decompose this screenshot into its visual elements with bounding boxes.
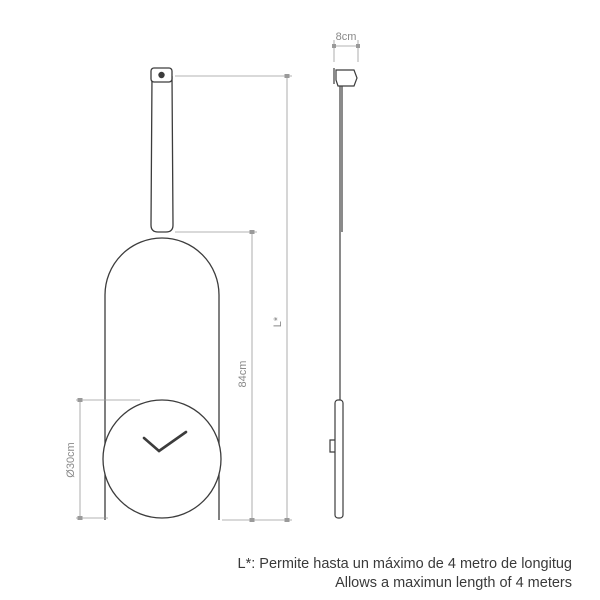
- clock-face: [103, 400, 221, 518]
- caption-english: Allows a maximun length of 4 meters: [335, 575, 572, 591]
- side-clock-body: [335, 400, 343, 518]
- front-view: [103, 68, 221, 520]
- wall-hook: [151, 68, 172, 82]
- side-dimensions: [334, 40, 358, 62]
- side-wall-bracket: [334, 68, 357, 86]
- side-hand-knob: [330, 440, 335, 452]
- caption-spanish: L*: Permite hasta un máximo de 4 metro de longitug: [237, 556, 572, 572]
- length-label: L*: [272, 316, 284, 328]
- side-view: [330, 68, 357, 518]
- height-label: 84cm: [237, 360, 249, 388]
- hanging-strap: [151, 76, 173, 232]
- diameter-label: Ø30cm: [65, 442, 77, 478]
- depth-label: 8cm: [335, 31, 357, 43]
